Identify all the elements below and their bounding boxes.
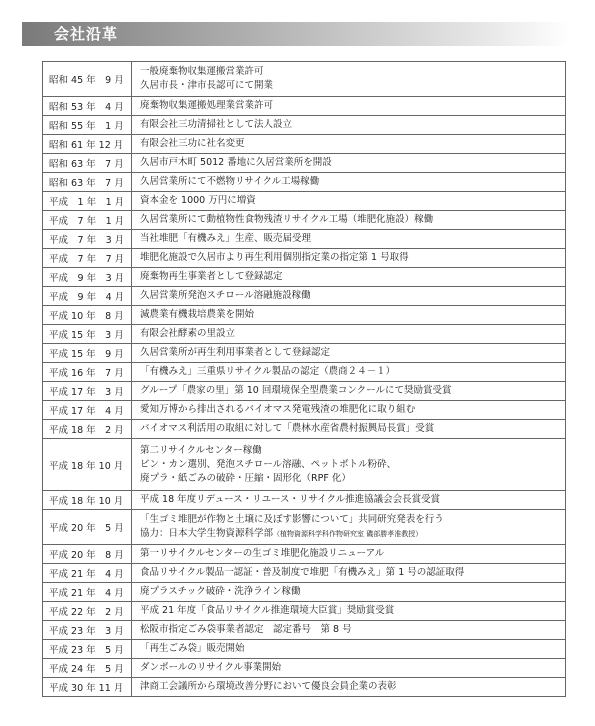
- page-title: 会社沿革: [54, 25, 119, 43]
- table-row: [43, 659, 566, 678]
- history-event-line: [140, 99, 565, 113]
- history-event-text: 当社堆肥「有機みえ」生産、販売届受理: [140, 233, 312, 244]
- history-event: [132, 344, 566, 363]
- history-event-text: 津商工会議所から環境改善分野において優良会員企業の表彰: [140, 681, 397, 692]
- history-event-text: 協力：日本大学生物資源科学部: [140, 528, 274, 539]
- table-row: [43, 401, 566, 420]
- history-event-text: 第一リサイクルセンターの生ゴミ堆肥化施設リニューアル: [140, 548, 385, 559]
- history-event: [132, 401, 566, 420]
- history-date: 平成 17 年 3 月: [43, 382, 132, 401]
- table-row: [43, 602, 566, 621]
- history-date: 平成 18 年 10 月: [43, 439, 132, 491]
- history-event-text: 「有機みえ」三重県リサイクル製品の認定（農商２４－１）: [140, 366, 396, 377]
- company-history-table: [42, 61, 566, 697]
- history-event-line: [140, 137, 565, 151]
- table-row: [43, 192, 566, 211]
- history-event: [132, 602, 566, 621]
- table-row: [43, 564, 566, 583]
- history-event-line: [140, 175, 565, 189]
- history-event: [132, 545, 566, 564]
- table-row: [43, 439, 566, 491]
- table-row: [43, 420, 566, 439]
- history-event-line: [140, 661, 565, 675]
- history-date: 平成 20 年 5 月: [43, 510, 132, 545]
- history-event-line: [140, 458, 565, 472]
- history-event-line: [140, 346, 565, 360]
- table-row: [43, 510, 566, 545]
- history-event-text: 平成 21 年度「食品リサイクル推進環境大臣賞」奨励賞受賞: [140, 605, 395, 616]
- history-date: 平成 17 年 4 月: [43, 401, 132, 420]
- history-event-text: 久居市戸木町 5012 番地に久居営業所を開設: [140, 157, 332, 168]
- history-event: [132, 173, 566, 192]
- history-event-text: 有限会社酵素の里設立: [140, 328, 236, 339]
- history-date: 平成 30 年 11 月: [43, 678, 132, 697]
- history-date: 平成 7 年 1 月: [43, 211, 132, 230]
- history-date: 昭和 61 年 12 月: [43, 135, 132, 154]
- history-event-line: [140, 118, 565, 132]
- history-date: 平成 22 年 2 月: [43, 602, 132, 621]
- history-event-line: [140, 270, 565, 284]
- history-event: [132, 510, 566, 545]
- history-event-text: 有限会社三功に社名変更: [140, 138, 245, 149]
- history-event-text: 久居市長・津市長認可にて開業: [140, 80, 274, 91]
- history-event-line: [140, 547, 565, 561]
- history-event: [132, 420, 566, 439]
- history-event-text: 平成 18 年度リデュース・リユース・リサイクル推進協議会会長賞受賞: [140, 494, 441, 505]
- history-event-text: 堆肥化施設で久居市より再生利用個別指定業の指定第 1 号取得: [140, 252, 409, 263]
- table-row: [43, 382, 566, 401]
- history-date: 平成 10 年 8 月: [43, 306, 132, 325]
- history-event: [132, 287, 566, 306]
- table-row: [43, 135, 566, 154]
- history-event-text: 久居営業所にて動植物性食物残渣リサイクル工場（堆肥化施設）稼働: [140, 214, 434, 225]
- history-event: [132, 325, 566, 344]
- history-event: [132, 640, 566, 659]
- table-row: [43, 116, 566, 135]
- history-date: 平成 9 年 3 月: [43, 268, 132, 287]
- history-event: [132, 363, 566, 382]
- history-event: [132, 230, 566, 249]
- history-event: [132, 116, 566, 135]
- history-event: [132, 154, 566, 173]
- history-event-line: [140, 79, 565, 93]
- history-event: [132, 439, 566, 491]
- history-event: [132, 491, 566, 510]
- history-event-text: 愛知万博から排出されるバイオマス発電残渣の堆肥化に取り組む: [140, 404, 416, 415]
- table-row: [43, 306, 566, 325]
- history-event: [132, 62, 566, 97]
- history-event-text: 久居営業所が再生利用事業者として登録認定: [140, 347, 331, 358]
- history-date: 平成 18 年 10 月: [43, 491, 132, 510]
- history-event: [132, 249, 566, 268]
- history-event-line: [140, 604, 565, 618]
- history-table-body: [43, 62, 566, 697]
- history-event-line: [140, 472, 565, 486]
- history-event-text: 減農業有機栽培農業を開始: [140, 309, 255, 320]
- table-row: [43, 678, 566, 697]
- history-event-text: ダンボールのリサイクル事業開始: [140, 662, 282, 673]
- history-event-text: 有限会社三功清掃社として法人設立: [140, 119, 293, 130]
- history-date: 平成 24 年 5 月: [43, 659, 132, 678]
- table-row: [43, 545, 566, 564]
- table-row: [43, 173, 566, 192]
- history-date: 平成 18 年 2 月: [43, 420, 132, 439]
- history-event: [132, 306, 566, 325]
- table-row: [43, 344, 566, 363]
- history-event-note: （植物資源科学科作物研究室 磯部勝孝准教授）: [273, 530, 423, 538]
- history-event: [132, 268, 566, 287]
- history-date: 平成 23 年 3 月: [43, 621, 132, 640]
- history-event-text: グループ「農家の里」第 10 回環境保全型農業コンクールにて奨励賞受賞: [140, 385, 452, 396]
- history-event: [132, 211, 566, 230]
- table-row: [43, 249, 566, 268]
- history-date: 平成 21 年 4 月: [43, 564, 132, 583]
- table-row: [43, 62, 566, 97]
- history-date: 平成 23 年 5 月: [43, 640, 132, 659]
- history-date: 平成 15 年 3 月: [43, 325, 132, 344]
- history-event-line: [140, 623, 565, 637]
- history-event-line: [140, 680, 565, 694]
- history-event-text: ビン・カン選別、発泡スチロール溶融、ペットボトル粉砕、: [140, 458, 397, 470]
- table-row: [43, 268, 566, 287]
- history-date: 平成 9 年 4 月: [43, 287, 132, 306]
- history-event-text: 廃プラスチック破砕・洗浄ライン稼働: [140, 586, 301, 597]
- history-date: 昭和 55 年 1 月: [43, 116, 132, 135]
- history-event-line: [140, 251, 565, 265]
- history-event: [132, 97, 566, 116]
- history-event-text: 資本金を 1000 万円に増資: [140, 195, 256, 206]
- history-event-line: [140, 513, 565, 527]
- history-event-line: [140, 527, 565, 541]
- history-event-text: 「生ゴミ堆肥が作物と土壌に及ぼす影響について」共同研究発表を行う: [140, 514, 444, 525]
- history-event-text: 食品リサイクル製品一認証・普及制度で堆肥「有機みえ」第 1 号の認証取得: [140, 567, 465, 578]
- history-event-text: 久居営業所発泡スチロール溶融施設稼働: [140, 290, 311, 301]
- history-event-text: 廃棄物収集運搬処理業営業許可: [140, 100, 274, 111]
- history-event-line: [140, 308, 565, 322]
- history-date: 平成 1 年 1 月: [43, 192, 132, 211]
- history-event-line: [140, 289, 565, 303]
- history-date: 昭和 63 年 7 月: [43, 154, 132, 173]
- history-date: 平成 20 年 8 月: [43, 545, 132, 564]
- table-row: [43, 363, 566, 382]
- table-row: [43, 287, 566, 306]
- table-row: [43, 211, 566, 230]
- history-date: 昭和 53 年 4 月: [43, 97, 132, 116]
- history-event-line: [140, 213, 565, 227]
- table-row: [43, 640, 566, 659]
- history-event-line: [140, 384, 565, 398]
- history-date: 昭和 45 年 9 月: [43, 62, 132, 97]
- table-row: [43, 621, 566, 640]
- history-event-text: 松阪市指定ごみ袋事業者認定 認定番号 第 8 号: [140, 624, 352, 635]
- history-event-text: バイオマス利活用の取組に対して「農林水産省農村振興局長賞」受賞: [140, 423, 435, 434]
- history-event-text: 一般廃棄物収集運搬営業許可: [140, 66, 264, 77]
- table-row: [43, 491, 566, 510]
- history-event-text: 第二リサイクルセンター稼働: [140, 444, 262, 456]
- table-row: [43, 97, 566, 116]
- history-event: [132, 564, 566, 583]
- history-event-line: [140, 194, 565, 208]
- table-row: [43, 325, 566, 344]
- history-event-line: [140, 493, 565, 507]
- history-event-line: [140, 444, 565, 458]
- history-event: [132, 621, 566, 640]
- history-event-line: [140, 327, 565, 341]
- history-event-text: 久居営業所にて不燃物リサイクル工場稼働: [140, 176, 320, 187]
- history-event-line: [140, 566, 565, 580]
- history-date: 昭和 63 年 7 月: [43, 173, 132, 192]
- history-date: 平成 7 年 7 月: [43, 249, 132, 268]
- history-event: [132, 659, 566, 678]
- history-event-line: [140, 65, 565, 79]
- section-title-bar: [22, 22, 570, 46]
- history-event-text: 廃プラ・紙ごみの破砕・圧縮・固形化（RPF 化）: [140, 472, 351, 484]
- history-event-line: [140, 365, 565, 379]
- history-event: [132, 678, 566, 697]
- history-event-line: [140, 403, 565, 417]
- history-event: [132, 382, 566, 401]
- table-row: [43, 230, 566, 249]
- history-event-line: [140, 585, 565, 599]
- history-date: 平成 15 年 9 月: [43, 344, 132, 363]
- history-date: 平成 7 年 3 月: [43, 230, 132, 249]
- table-row: [43, 154, 566, 173]
- table-row: [43, 583, 566, 602]
- history-event-line: [140, 232, 565, 246]
- history-event-text: 廃棄物再生事業者として登録認定: [140, 271, 283, 282]
- history-event-line: [140, 422, 565, 436]
- history-date: 平成 16 年 7 月: [43, 363, 132, 382]
- history-event: [132, 192, 566, 211]
- history-event: [132, 583, 566, 602]
- history-event-text: 「再生ごみ袋」販売開始: [140, 643, 245, 654]
- history-event-line: [140, 642, 565, 656]
- history-event-line: [140, 156, 565, 170]
- history-date: 平成 21 年 4 月: [43, 583, 132, 602]
- history-event: [132, 135, 566, 154]
